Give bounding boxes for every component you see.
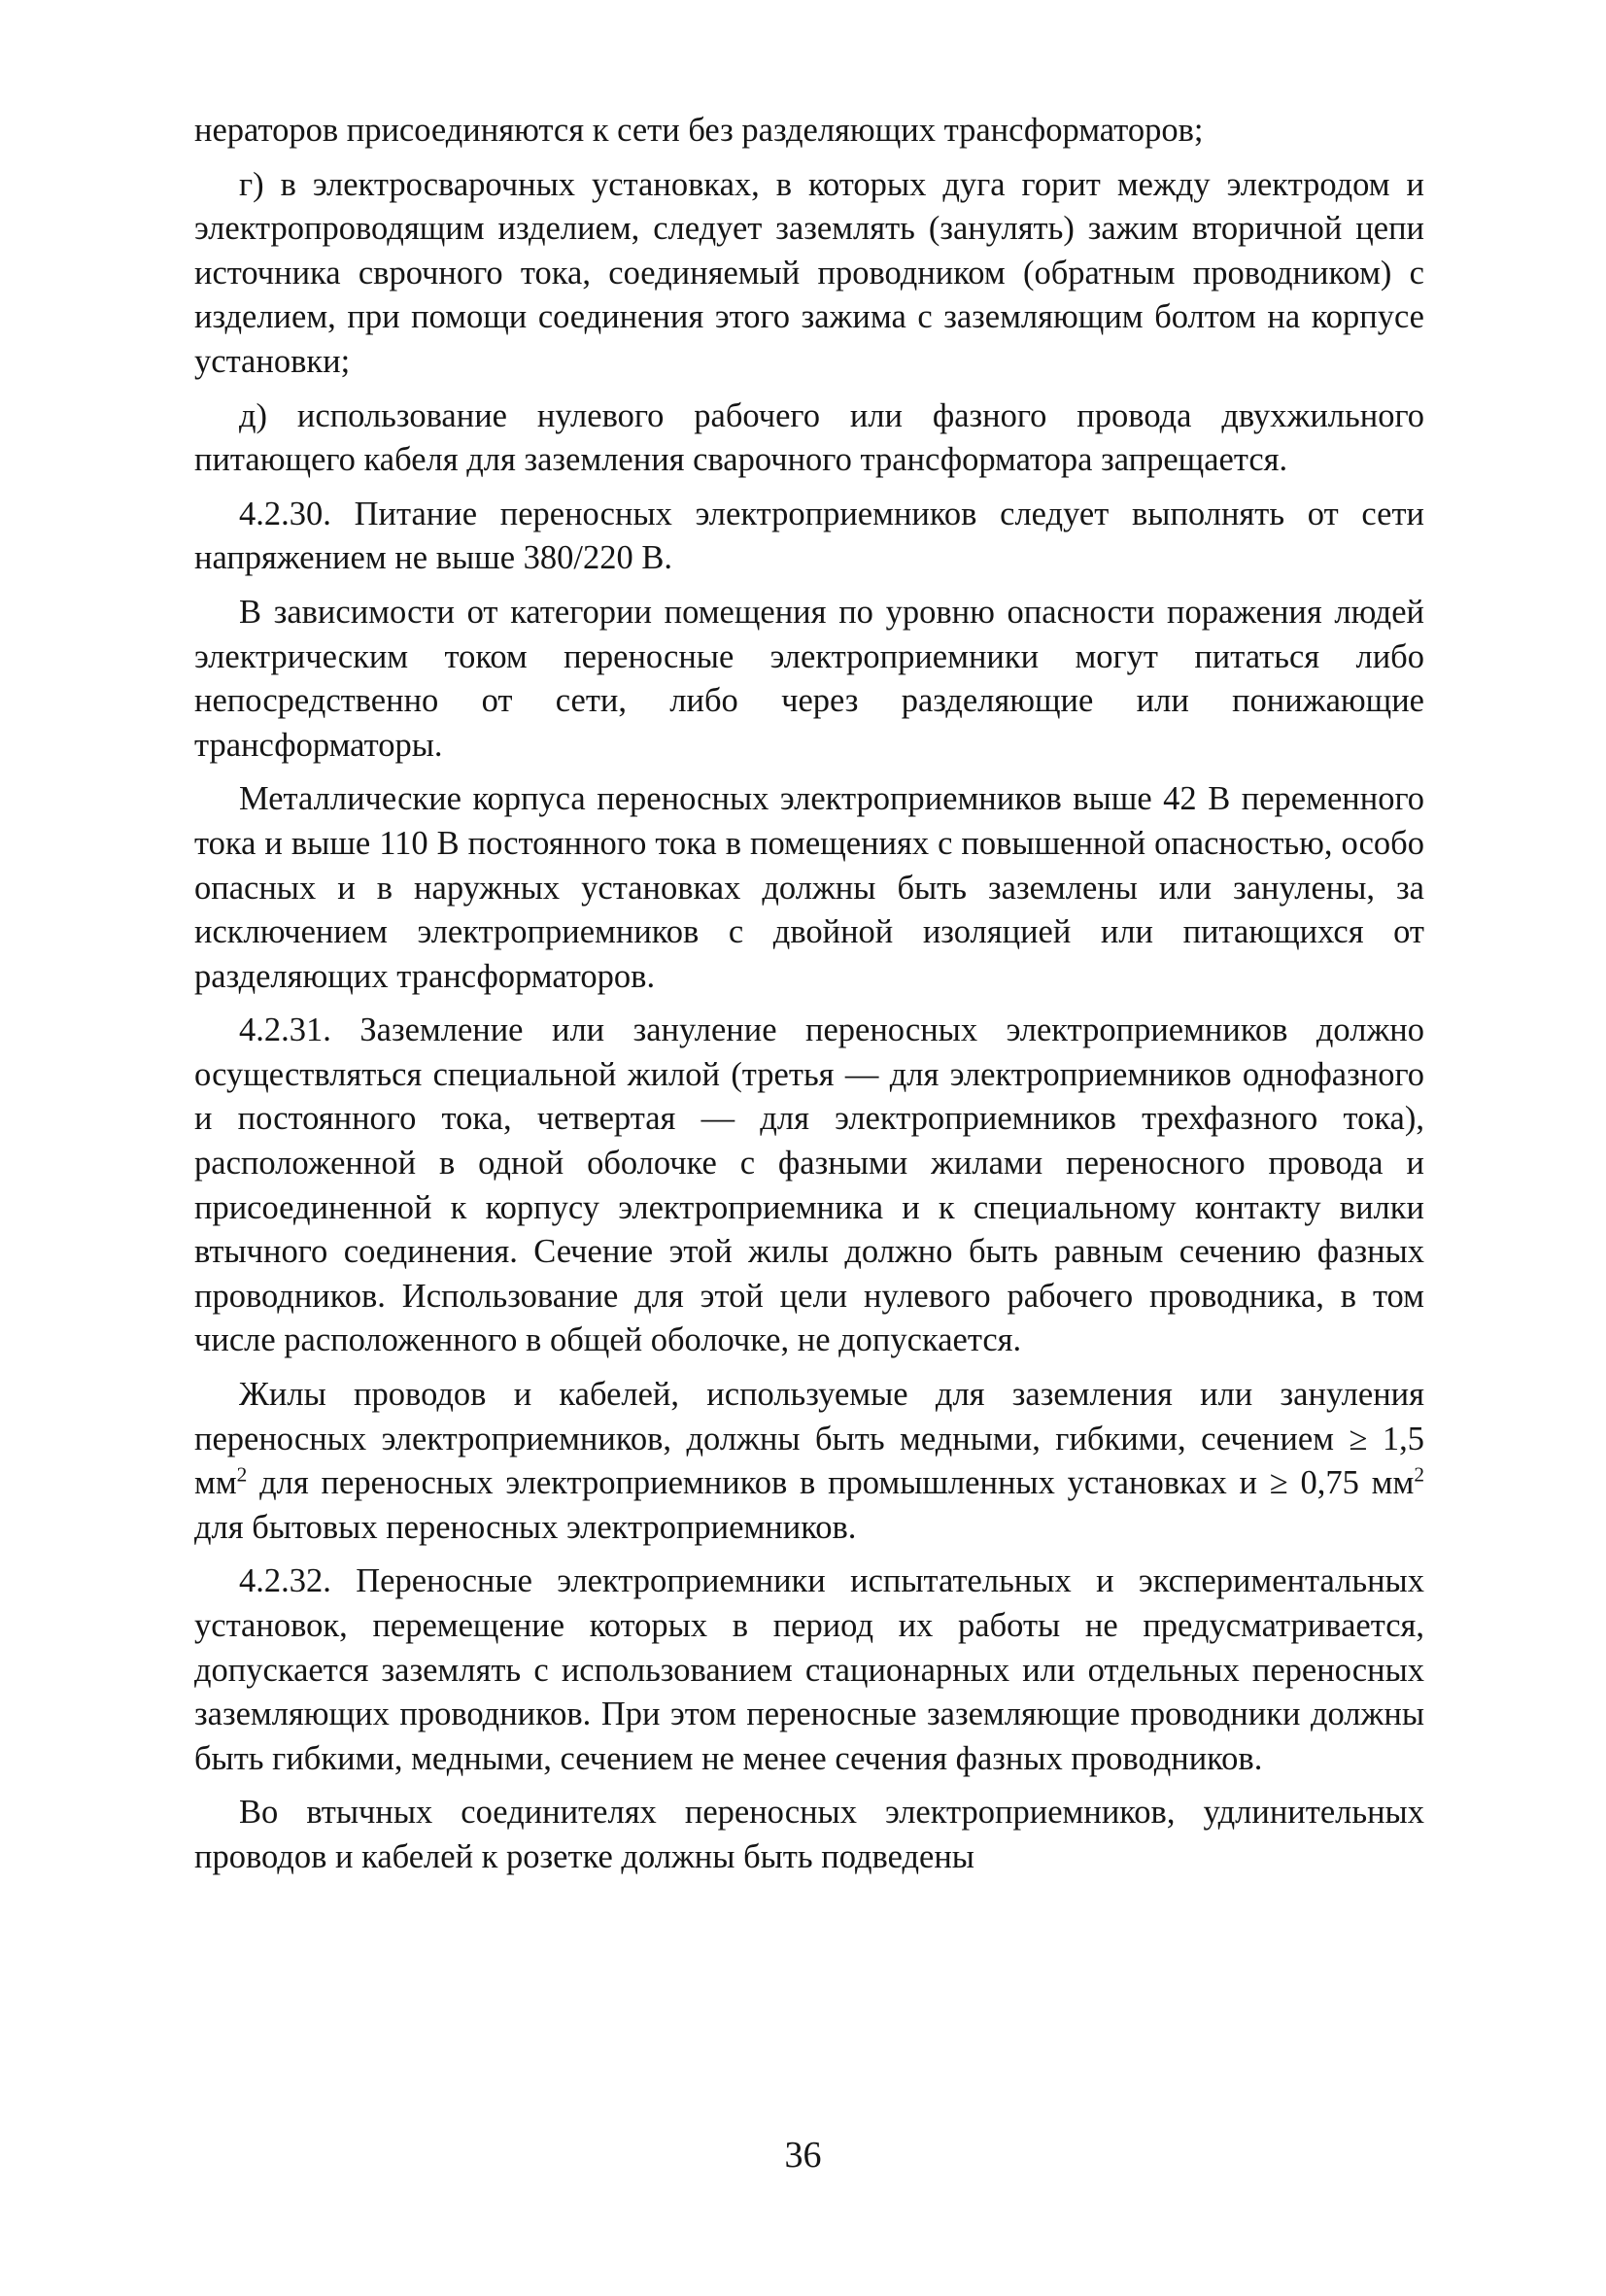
paragraph-9: Во втычных соединителях переносных электроприемников, удлинительных проводов и кабелей к розетке должны быть подведены [194, 1794, 1424, 1875]
paragraph-3: 4.2.30. Питание переносных электроприемников следует выполнять от сети напряжением не выше 380/220 В. [194, 495, 1424, 577]
superscript-2: 2 [1414, 1462, 1424, 1487]
paragraph-0: нераторов присоединяются к сети без разделяющих трансформаторов; [194, 112, 1204, 149]
paragraph-8: 4.2.32. Переносные электроприемники испытательных и экспериментальных установок, перемещение которых в период их работы не предусматривается, допускается заземлять с использованием стационарных или отдельных переносных заземляющих проводников. При этом переносные заземляющие проводники должны быть гибкими, медными, сечением не менее сечения фазных проводников. [194, 1562, 1424, 1777]
page-number: 36 [784, 2135, 822, 2176]
paragraph-1: г) в электросварочных установках, в которых дуга горит между электродом и электропроводящим изделием, следует заземлять (занулять) зажим вторичной цепи источника сврочного тока, соединяемый проводником (обратным проводником) с изделием, при помощи соединения этого зажима с заземляющим болтом на корпусе установки; [194, 165, 1424, 380]
paragraph-2: д) использование нулевого рабочего или фазного провода двухжильного питающего кабеля для заземления сварочного трансформатора запрещается. [194, 396, 1424, 479]
document-page [194, 109, 1424, 2227]
paragraph-4: В зависимости от категории помещения по уровню опасности поражения людей электрическим током переносные электроприемники могут питаться либо непосредственно от сети, либо через разделяющие или понижающие трансформаторы. [194, 593, 1424, 764]
paragraph-6: 4.2.31. Заземление или зануление переносных электроприемников должно осуществляться специальной жилой (третья — для электроприемников однофазного и постоянного тока, четвертая — для электроприемников трехфазного тока), расположенной в одной оболочке с фазными жилами переносного провода и присоединенной к корпусу электроприемника и к специальному контакту вилки втычного соединения. Сечение этой жилы должно быть равным сечению фазных проводников. Использование для этой цели нулевого рабочего проводника, в том числе расположенного в общей оболочке, не допускается. [194, 1011, 1424, 1359]
paragraph-5: Металлические корпуса переносных электроприемников выше 42 В переменного тока и выше 110 В постоянного тока в помещениях с повышенной опасностью, особо опасных и в наружных установках должны быть заземлены или занулены, за исключением электроприемников с двойной изоляцией или питающихся от разделяющих трансформаторов. [194, 780, 1424, 995]
paragraph-7-part-3: для бытовых переносных электроприемников. [194, 1508, 857, 1546]
paragraph-7-part-2: для переносных электроприемников в промышленных установках и ≥ 0,75 мм [247, 1464, 1415, 1502]
paragraph-7-part-1: Жилы проводов и кабелей, используемые для заземления или зануления переносных электроприемников, должны быть медными, гибкими, сечением ≥ 1,5 мм [194, 1376, 1424, 1502]
superscript-2: 2 [236, 1462, 248, 1487]
paragraph-7 [194, 1373, 1424, 1550]
